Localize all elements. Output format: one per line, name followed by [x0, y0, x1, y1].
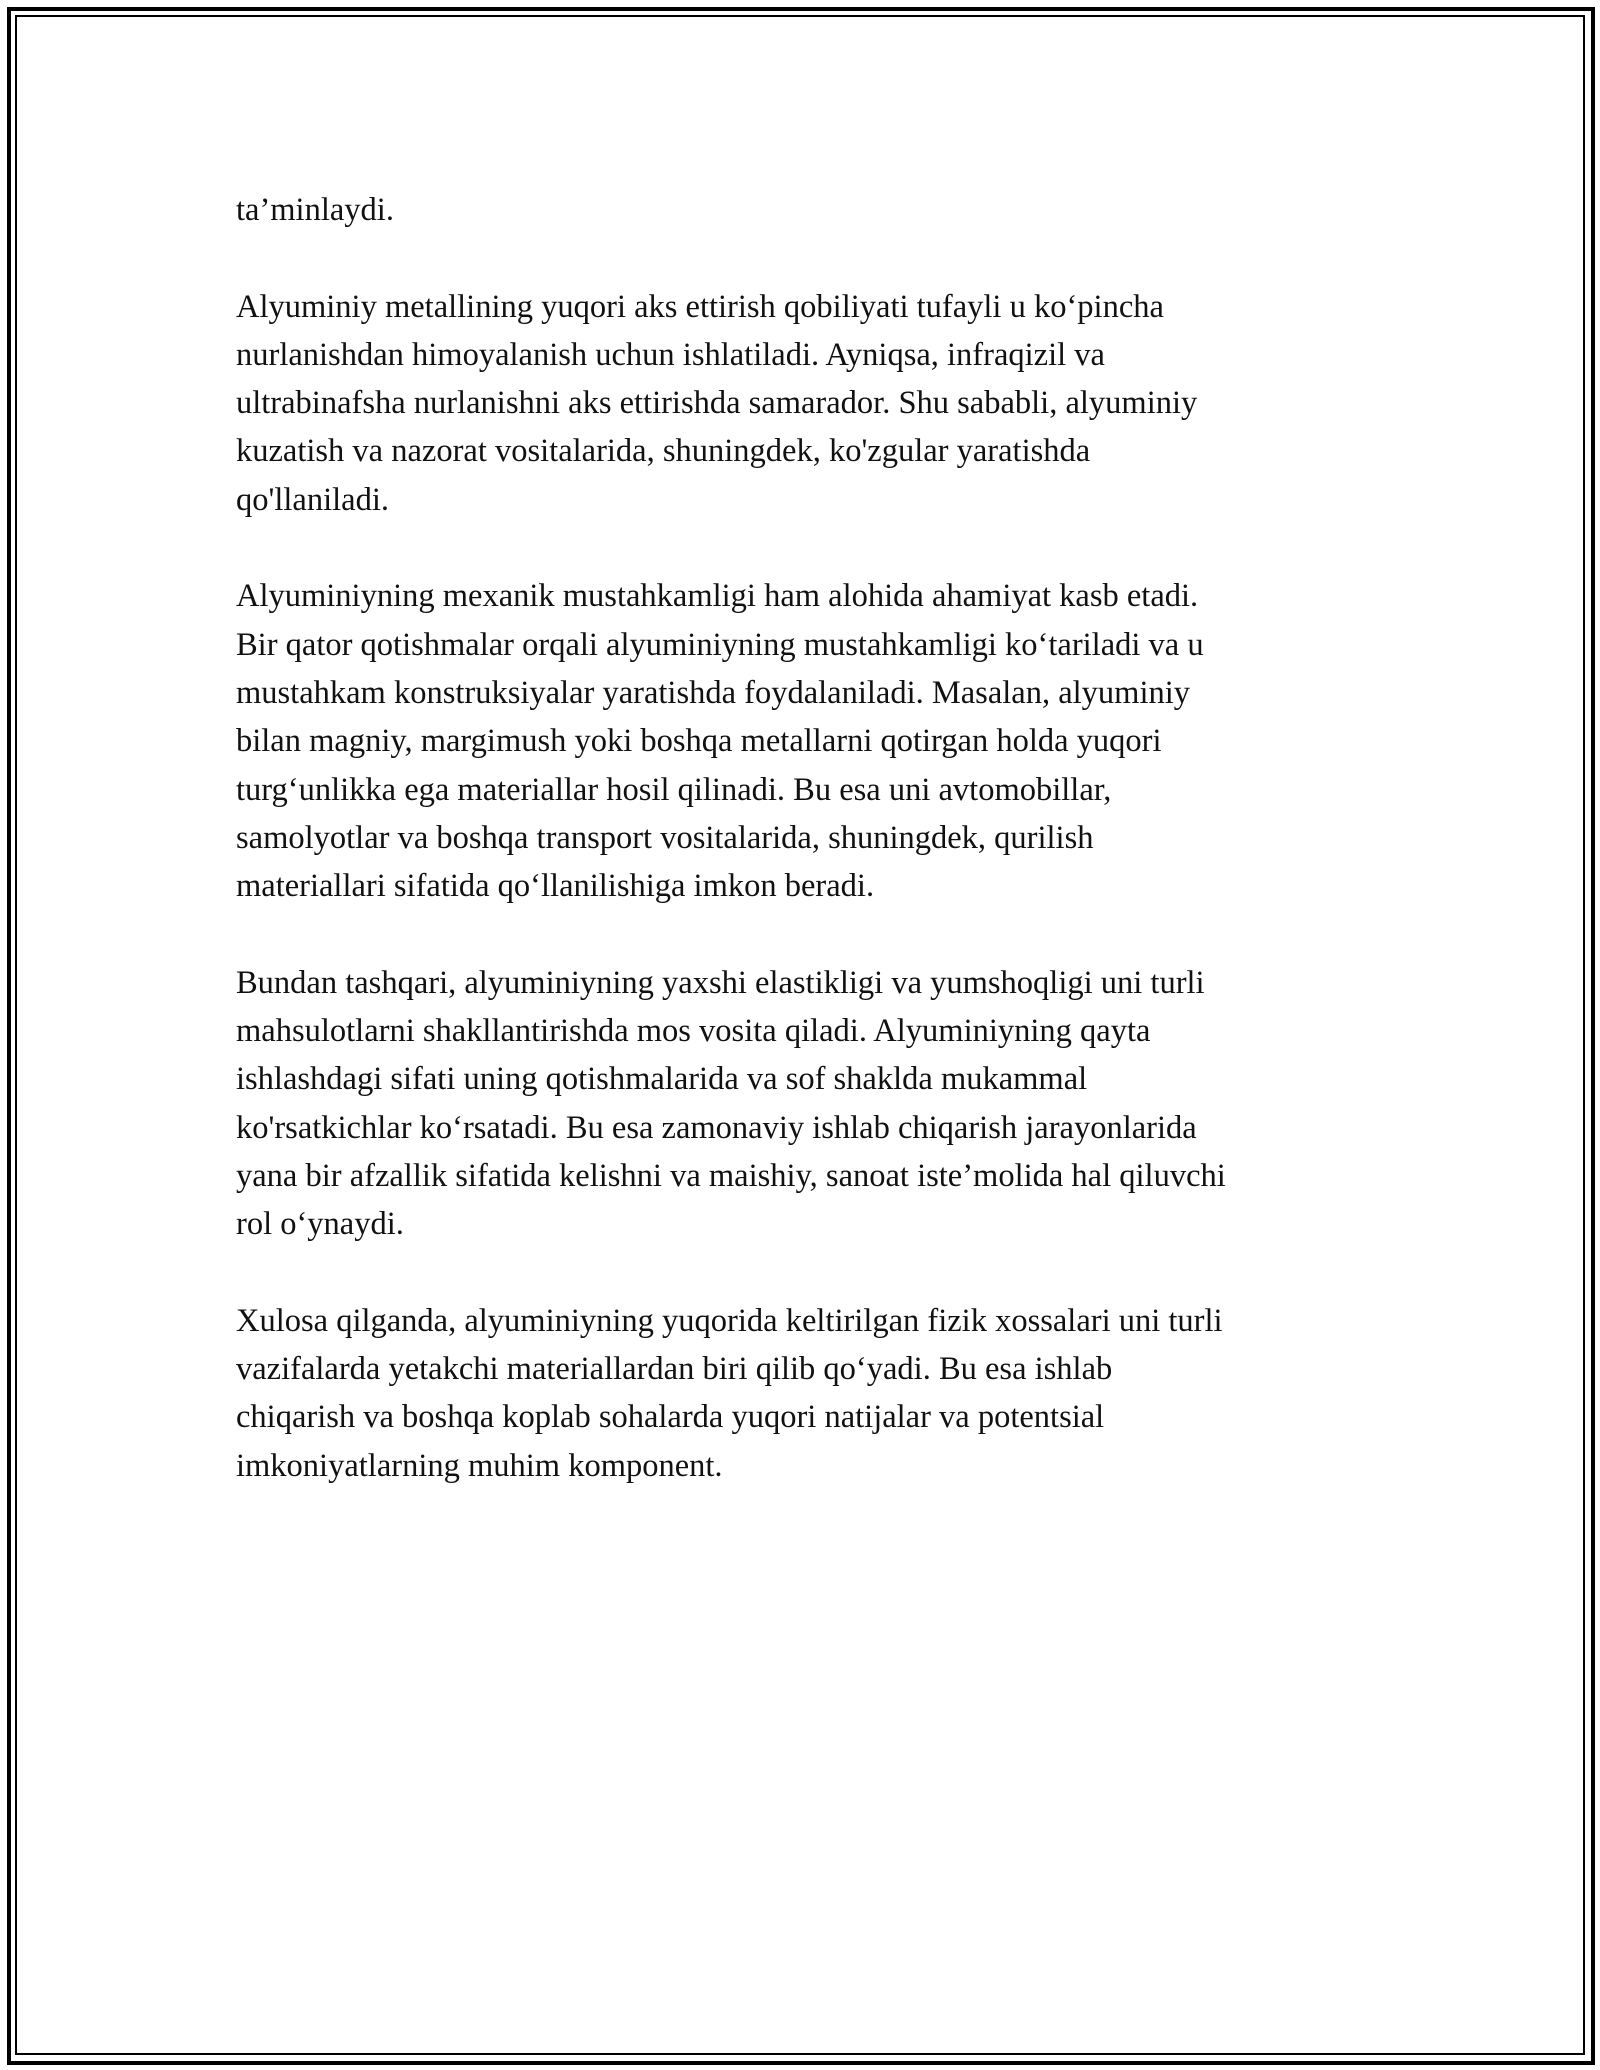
- paragraph-mechanical-strength: Alyuminiyning mexanik mustahkamligi ham alohida ahamiyat kasb etadi. Bir qator qotishmalar orqali alyuminiyning mustahkamligi ko‘tariladi va u mustahkam konstruksiyalar yaratishda foydalaniladi. Masalan, alyuminiy bilan magniy, margimush yoki boshqa metallarni qotirgan holda yuqori turg‘unlikka ega materiallar hosil qilinadi. Bu esa uni avtomobillar, samolyotlar va boshqa transport vositalarida, shuningdek, qurilish materiallari sifatida qo‘llanilishiga imkon beradi.: [236, 578, 1204, 905]
- paragraph-reflectivity: Alyuminiy metallining yuqori aks ettirish qobiliyati tufayli u ko‘pincha nurlanishdan himoyalanish uchun ishlatiladi. Ayniqsa, infraqizil va ultrabinafsha nurlanishni aks ettirishda samarador. Shu sababli, alyuminiy kuzatish va nazorat vositalarida, shuningdek, ko'zgular yaratishda qo'llaniladi.: [236, 288, 1198, 518]
- paragraph-elasticity: Bundan tashqari, alyuminiyning yaxshi elastikligi va yumshoqligi uni turli mahsulotlarni shakllantirishda mos vosita qiladi. Alyuminiyning qayta ishlashdagi sifati uning qotishmalarida va sof shaklda mukammal ko'rsatkichlar ko‘rsatadi. Bu esa zamonaviy ishlab chiqarish jarayonlarida yana bir afzallik sifatida kelishni va maishiy, sanoat iste’molida hal qiluvchi rol o‘ynaydi.: [236, 964, 1226, 1243]
- paragraph-continuation: ta’minlaydi.: [236, 192, 394, 228]
- document-body: [236, 186, 1366, 1538]
- paragraph-conclusion: Xulosa qilganda, alyuminiyning yuqorida keltirilgan fizik xossalari uni turli vazifalarda yetakchi materiallardan biri qilib qo‘yadi. Bu esa ishlab chiqarish va boshqa koplab sohalarda yuqori natijalar va potentsial imkoniyatlarning muhim komponent.: [236, 1302, 1223, 1484]
